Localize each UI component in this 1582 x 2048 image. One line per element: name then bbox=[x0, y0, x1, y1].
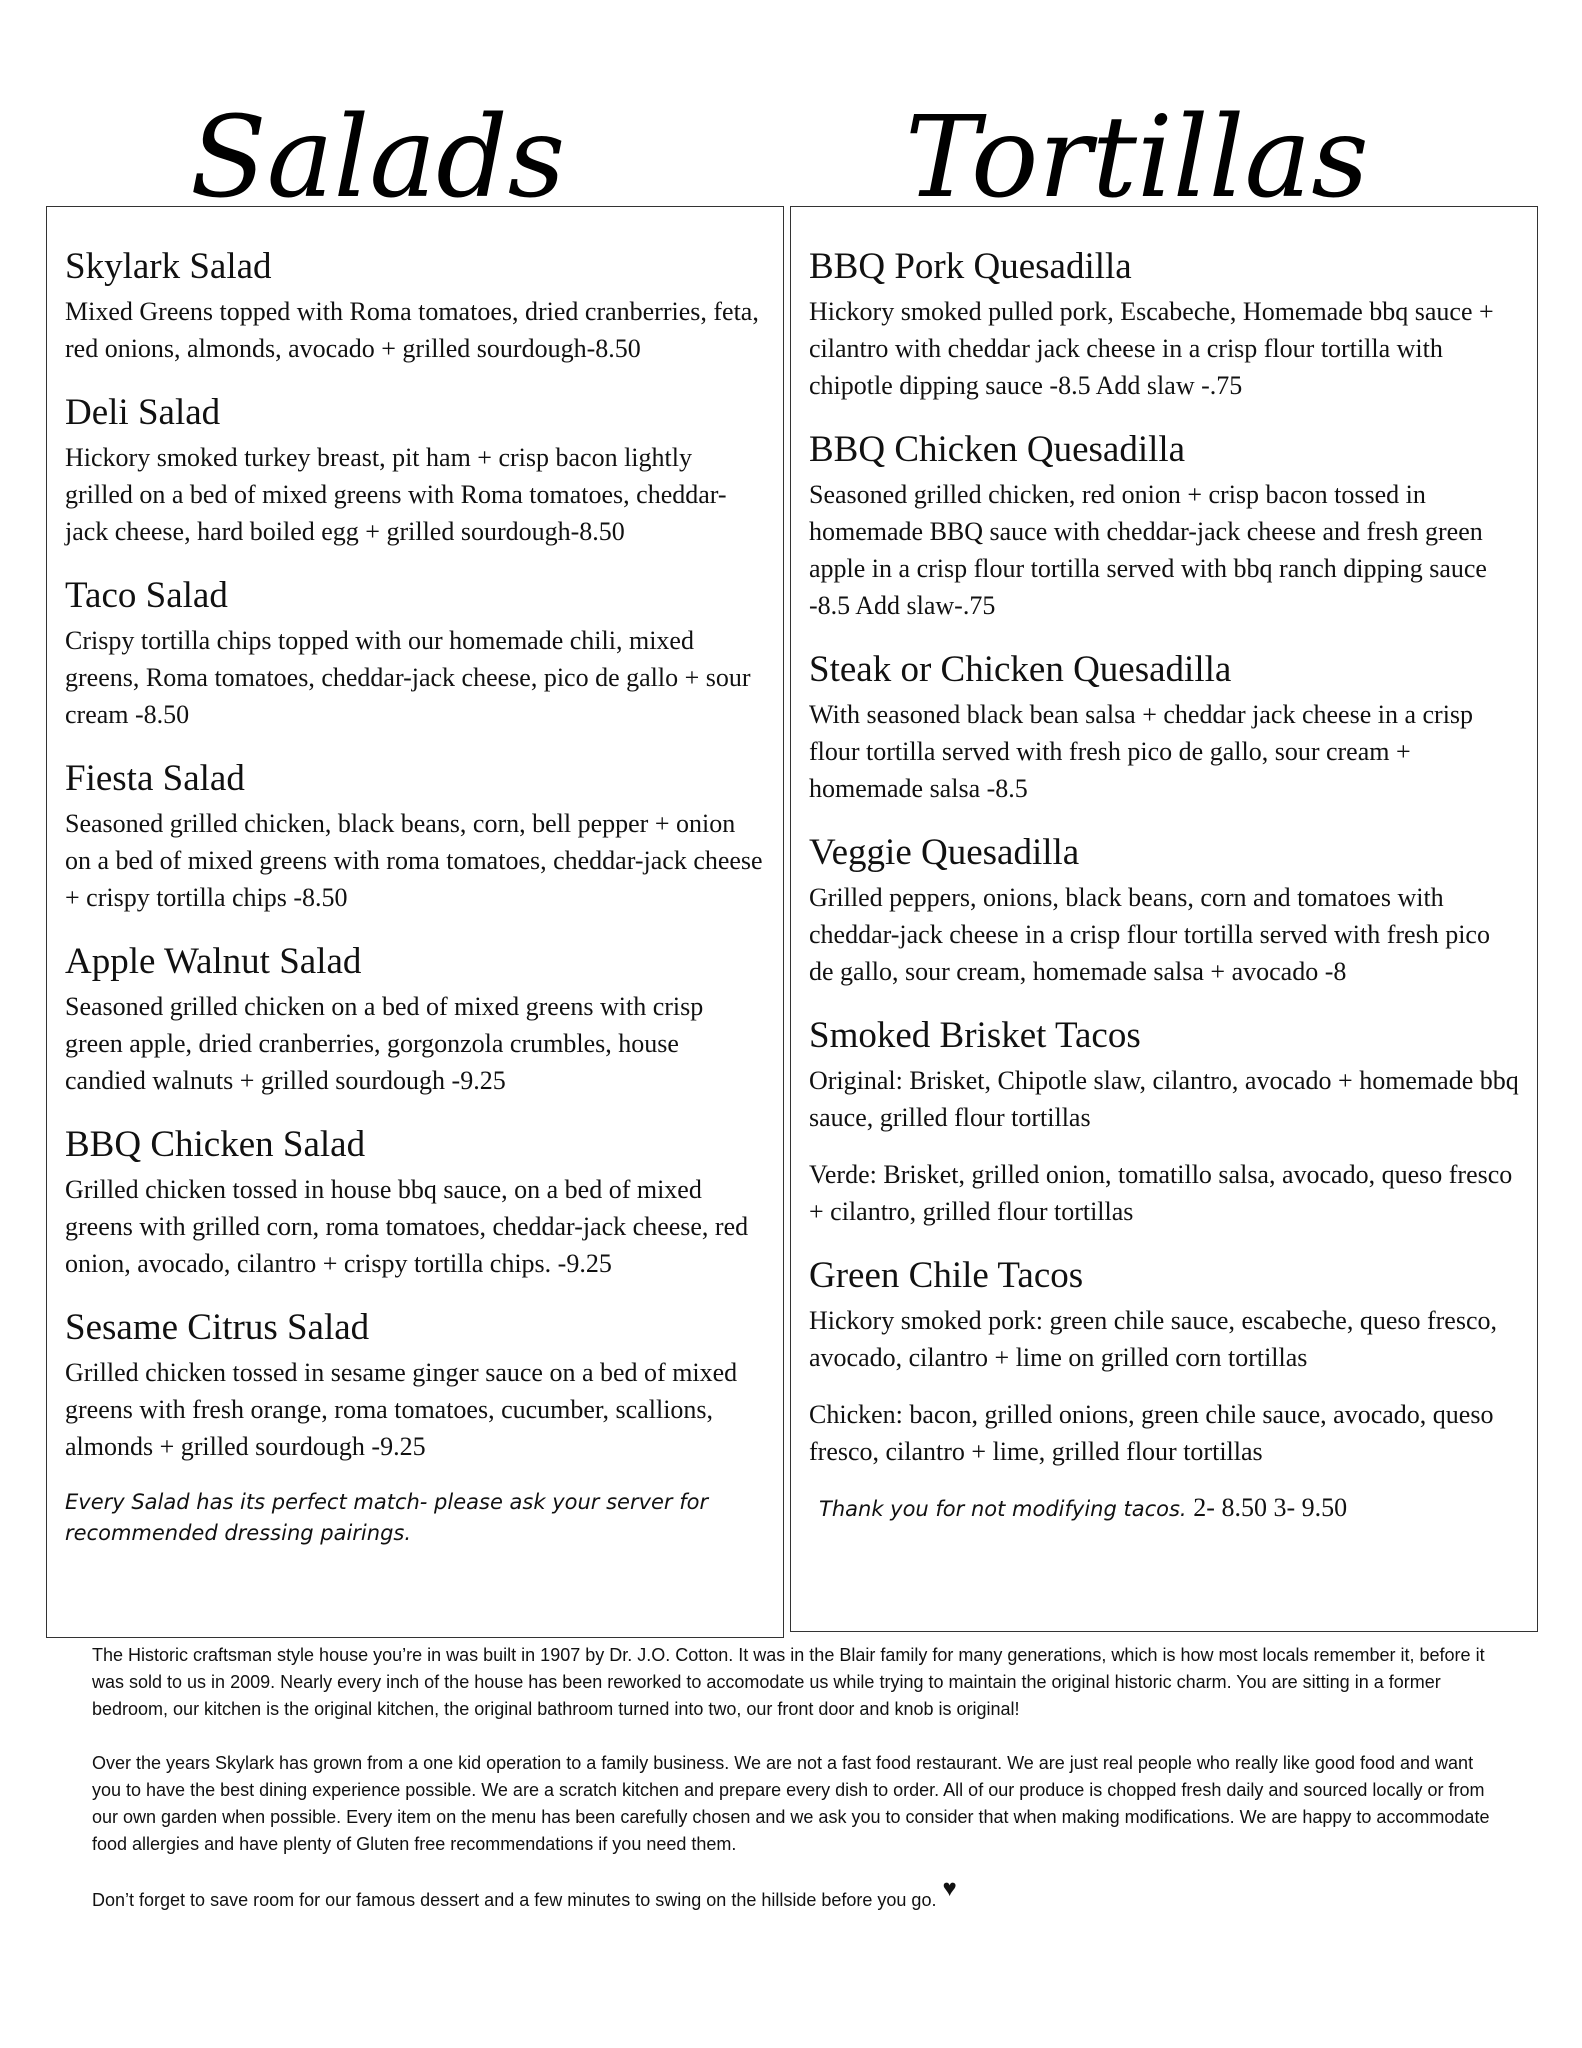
salads-heading: Salads bbox=[190, 93, 566, 223]
menu-item bbox=[65, 389, 765, 550]
item-name: BBQ Chicken Quesadilla bbox=[809, 429, 1186, 470]
item-description: Grilled peppers, onions, black beans, corn and tomatoes with cheddar-jack cheese in a crisp flour tortilla served with fresh pico de gallo, sour cream, homemade salsa + avocado -8 bbox=[809, 883, 1490, 986]
item-name: Steak or Chicken Quesadilla bbox=[809, 649, 1232, 690]
menu-item bbox=[809, 426, 1519, 624]
menu-item bbox=[65, 1121, 765, 1282]
item-name: Smoked Brisket Tacos bbox=[809, 1015, 1141, 1056]
item-description: Hickory smoked turkey breast, pit ham + crisp bacon lightly grilled on a bed of mixed greens with Roma tomatoes, cheddar-jack cheese, hard boiled egg + grilled sourdough-8.50 bbox=[65, 443, 727, 546]
item-name: BBQ Pork Quesadilla bbox=[809, 246, 1132, 287]
salads-note: Every Salad has its perfect match- please ask your server for recommended dressing pairings. bbox=[65, 1490, 709, 1545]
item-description: With seasoned black bean salsa + cheddar jack cheese in a crisp flour tortilla served with fresh pico de gallo, sour cream + homemade salsa -8.5 bbox=[809, 700, 1474, 803]
tacos-note-text: Thank you for not modifying tacos. bbox=[819, 1497, 1187, 1521]
menu-item bbox=[65, 755, 765, 916]
item-name: Taco Salad bbox=[65, 575, 228, 616]
menu-item-green-chile-tacos bbox=[809, 1252, 1519, 1470]
salads-section bbox=[46, 206, 784, 1638]
tacos-price: 2- 8.50 3- 9.50 bbox=[1193, 1493, 1348, 1522]
about-paragraph: Over the years Skylark has grown from a one kid operation to a family business. We are not a fast food restaurant. We are just real people who really like good food and want you to have the best dining experience possible. We are a scratch kitchen and prepare every dish to order. All of our produce is chopped fresh daily and sourced locally or from our own garden when possible. Every item on the menu has been carefully chosen and we ask you to consider that when making modifications. We are happy to accommodate food allergies and have plenty of Gluten free recommendations if you need them. bbox=[92, 1753, 1490, 1854]
item-variant-pork: Hickory smoked pork: green chile sauce, escabeche, queso fresco, avocado, cilantro + lime on grilled corn tortillas bbox=[809, 1306, 1497, 1372]
item-variant-chicken: Chicken: bacon, grilled onions, green chile sauce, avocado, queso fresco, cilantro + lime, grilled flour tortillas bbox=[809, 1400, 1494, 1466]
menu-item bbox=[809, 243, 1519, 404]
item-description: Mixed Greens topped with Roma tomatoes, dried cranberries, feta, red onions, almonds, avocado + grilled sourdough-8.50 bbox=[65, 297, 759, 363]
item-description: Grilled chicken tossed in house bbq sauce, on a bed of mixed greens with grilled corn, roma tomatoes, cheddar-jack cheese, red onion, avocado, cilantro + crispy tortilla chips. -9.25 bbox=[65, 1175, 749, 1278]
item-name: BBQ Chicken Salad bbox=[65, 1124, 366, 1165]
item-name: Green Chile Tacos bbox=[809, 1255, 1084, 1296]
item-name: Veggie Quesadilla bbox=[809, 832, 1080, 873]
item-name: Deli Salad bbox=[65, 392, 221, 433]
item-description: Hickory smoked pulled pork, Escabeche, Homemade bbq sauce + cilantro with cheddar jack cheese in a crisp flour tortilla with chipotle dipping sauce -8.5 Add slaw -.75 bbox=[809, 297, 1494, 400]
footer-story bbox=[92, 1642, 1492, 1941]
item-description: Seasoned grilled chicken, black beans, corn, bell pepper + onion on a bed of mixed greens with roma tomatoes, cheddar-jack cheese + crispy tortilla chips -8.50 bbox=[65, 809, 763, 912]
closing-text: Don’t forget to save room for our famous dessert and a few minutes to swing on the hillside before you go. bbox=[92, 1890, 937, 1910]
menu-item bbox=[65, 1304, 765, 1465]
item-name: Apple Walnut Salad bbox=[65, 941, 362, 982]
item-description: Crispy tortilla chips topped with our homemade chili, mixed greens, Roma tomatoes, cheddar-jack cheese, pico de gallo + sour cream -8.50 bbox=[65, 626, 751, 729]
tortillas-heading: Tortillas bbox=[905, 93, 1369, 223]
history-paragraph: The Historic craftsman style house you’re in was built in 1907 by Dr. J.O. Cotton. It was in the Blair family for many generations, which is how most locals remember it, before it was sold to us in 2009. Nearly every inch of the house has been reworked to accomodate us while trying to maintain the original historic charm. You are sitting in a former bedroom, our kitchen is the original kitchen, the original bathroom turned into two, our front door and knob is original! bbox=[92, 1645, 1485, 1719]
item-name: Fiesta Salad bbox=[65, 758, 245, 799]
item-description: Seasoned grilled chicken on a bed of mixed greens with crisp green apple, dried cranberries, gorgonzola crumbles, house candied walnuts + grilled sourdough -9.25 bbox=[65, 992, 704, 1095]
closing-paragraph bbox=[92, 1875, 1492, 1914]
item-name: Sesame Citrus Salad bbox=[65, 1307, 370, 1348]
item-name: Skylark Salad bbox=[65, 246, 272, 287]
menu-item bbox=[65, 243, 765, 367]
item-variant-original: Original: Brisket, Chipotle slaw, cilantro, avocado + homemade bbq sauce, grilled flour tortillas bbox=[809, 1066, 1519, 1132]
menu-item-brisket-tacos bbox=[809, 1012, 1519, 1230]
menu-item bbox=[65, 572, 765, 733]
item-variant-verde: Verde: Brisket, grilled onion, tomatillo salsa, avocado, queso fresco + cilantro, grilled flour tortillas bbox=[809, 1160, 1513, 1226]
menu-item bbox=[65, 938, 765, 1099]
menu-item bbox=[809, 646, 1519, 807]
menu-item bbox=[809, 829, 1519, 990]
item-description: Seasoned grilled chicken, red onion + crisp bacon tossed in homemade BBQ sauce with cheddar-jack cheese and fresh green apple in a crisp flour tortilla served with bbq ranch dipping sauce -8.5 Add slaw-.75 bbox=[809, 480, 1487, 620]
tacos-note bbox=[819, 1492, 1519, 1525]
item-description: Grilled chicken tossed in sesame ginger sauce on a bed of mixed greens with fresh orange, roma tomatoes, cucumber, scallions, almonds + grilled sourdough -9.25 bbox=[65, 1358, 738, 1461]
tortillas-section bbox=[790, 206, 1538, 1632]
heart-icon: ♥ bbox=[942, 1875, 957, 1902]
